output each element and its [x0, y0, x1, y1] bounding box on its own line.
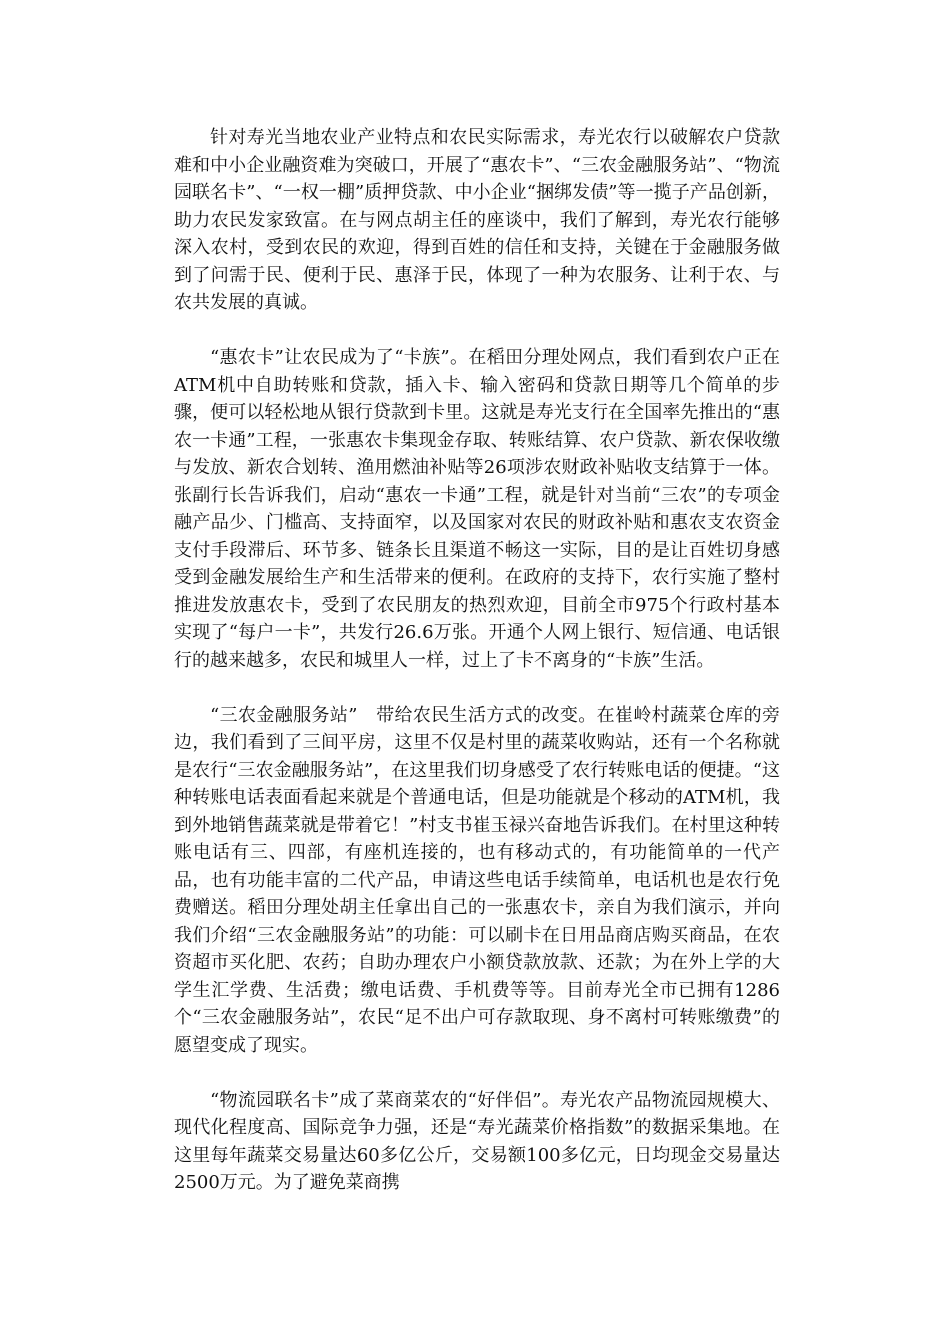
- document-body: [174, 124, 780, 1197]
- paragraph-intro: 针对寿光当地农业产业特点和农民实际需求，寿光农行以破解农户贷款难和中小企业融资难为突破口，开展了“惠农卡”、“三农金融服务站”、“物流园联名卡”、“一权一棚”质押贷款、中小企业“捆绑发债”等一揽子产品创新，助力农民发家致富。在与网点胡主任的座谈中，我们了解到，寿光农行能够深入农村，受到农民的欢迎，得到百姓的信任和支持，关键在于金融服务做到了问需于民、便利于民、惠泽于民，体现了一种为农服务、让利于农、与农共发展的真诚。: [174, 127, 780, 313]
- paragraph-logistics-card: “物流园联名卡”成了菜商菜农的“好伴侣”。寿光农产品物流园规模大、现代化程度高、国际竞争力强，还是“寿光蔬菜价格指数”的数据采集地。在这里每年蔬菜交易量达60多亿公斤，交易额100多亿元，日均现金交易量达2500万元。为了避免菜商携: [174, 1089, 780, 1193]
- paragraph-service-station: “三农金融服务站” 带给农民生活方式的改变。在崔岭村蔬菜仓库的旁边，我们看到了三间平房，这里不仅是村里的蔬菜收购站，还有一个名称就是农行“三农金融服务站”，在这里我们切身感受了农行转账电话的便捷。“这种转账电话表面看起来就是个普通电话，但是功能就是个移动的ATM机，我到外地销售蔬菜就是带着它！”村支书崔玉禄兴奋地告诉我们。在村里这种转账电话有三、四部，有座机连接的，也有移动式的，有功能简单的一代产品，也有功能丰富的二代产品，申请这些电话手续简单，电话机也是农行免费赠送。稻田分理处胡主任拿出自己的一张惠农卡，亲自为我们演示，并向我们介绍“三农金融服务站”的功能：可以刷卡在日用品商店购买商品，在农资超市买化肥、农药；自助办理农户小额贷款放款、还款；为在外上学的大学生汇学费、生活费；缴电话费、手机费等等。目前寿光全市已拥有1286个“三农金融服务站”，农民“足不出户可存款取现、身不离村可转账缴费”的愿望变成了现实。: [174, 704, 780, 1056]
- paragraph-huinong-card: “惠农卡”让农民成为了“卡族”。在稻田分理处网点，我们看到农户正在ATM机中自助转账和贷款，插入卡、输入密码和贷款日期等几个简单的步骤，便可以轻松地从银行贷款到卡里。这就是寿光支行在全国率先推出的“惠农一卡通”工程，一张惠农卡集现金存取、转账结算、农户贷款、新农保收缴与发放、新农合划转、渔用燃油补贴等26项涉农财政补贴收支结算于一体。张副行长告诉我们，启动“惠农一卡通”工程，就是针对当前“三农”的专项金融产品少、门槛高、支持面窄，以及国家对农民的财政补贴和惠农支农资金支付手段滞后、环节多、链条长且渠道不畅这一实际，目的是让百姓切身感受到金融发展给生产和生活带来的便利。在政府的支持下，农行实施了整村推进发放惠农卡，受到了农民朋友的热烈欢迎，目前全市975个行政村基本实现了“每户一卡”，共发行26.6万张。开通个人网上银行、短信通、电话银行的越来越多，农民和城里人一样，过上了卡不离身的“卡族”生活。: [174, 347, 780, 671]
